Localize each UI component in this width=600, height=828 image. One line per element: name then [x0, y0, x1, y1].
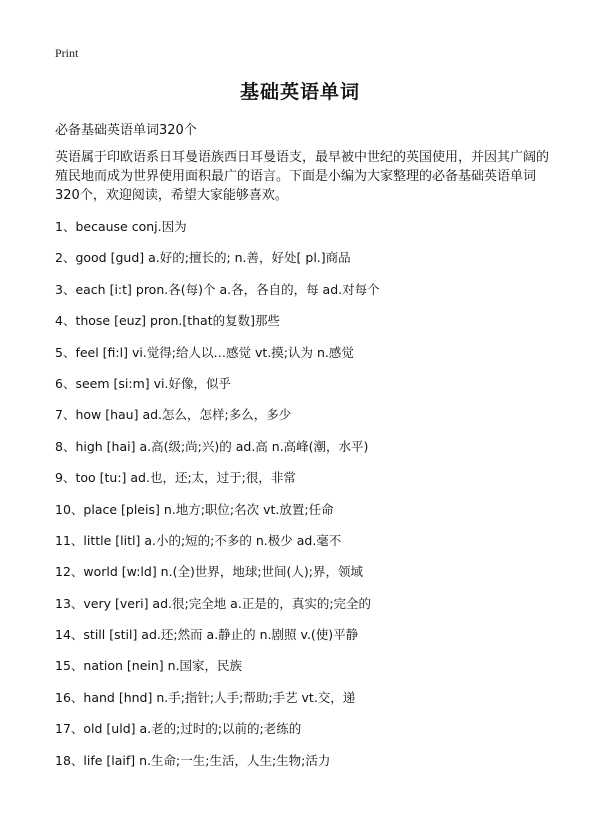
- word-entry: 4、those [euz] pron.[that的复数]那些: [55, 313, 280, 329]
- word-entry: 16、hand [hnd] n.手;指针;人手;帮助;手艺 vt.交，递: [55, 689, 356, 705]
- word-entry: 17、old [uld] a.老的;过时的;以前的;老练的: [55, 721, 302, 737]
- word-entry: 7、how [hau] ad.怎么，怎样;多么，多少: [55, 407, 292, 423]
- word-entry: 14、still [stil] ad.还;然而 a.静止的 n.剧照 v.(使)平静: [55, 627, 359, 643]
- word-entry: 2、good [gud] a.好的;擅长的; n.善，好处[ pl.]商品: [55, 250, 351, 266]
- word-entry: 13、very [veri] ad.很;完全地 a.正是的，真实的;完全的: [55, 595, 372, 611]
- word-entry: 9、too [tu:] ad.也，还;太，过于;很，非常: [55, 470, 296, 486]
- word-entry: 15、nation [nein] n.国家，民族: [55, 658, 243, 674]
- intro-paragraph: 英语属于印欧语系日耳曼语族西日耳曼语支，最早被中世纪的英国使用，并因其广阔的殖民地而成为世界使用面积最广的语言。下面是小编为大家整理的必备基础英语单词320个，欢迎阅读，希望大家能够喜欢。: [55, 150, 550, 203]
- word-list: [55, 218, 575, 783]
- word-entry: 8、high [hai] a.高(级;尚;兴)的 ad.高 n.高峰(潮，水平): [55, 438, 369, 454]
- page-title: 基础英语单词: [239, 81, 360, 103]
- word-entry: 3、each [i:t] pron.各(每)个 a.各，各自的，每 ad.对每个: [55, 281, 380, 297]
- word-entry: 11、little [litl] a.小的;短的;不多的 n.极少 ad.毫不: [55, 532, 342, 548]
- word-entry: 6、seem [si:m] vi.好像，似乎: [55, 375, 231, 391]
- page-subtitle: 必备基础英语单词320个: [55, 123, 197, 138]
- print-link[interactable]: Print: [55, 46, 79, 60]
- word-entry: 1、because conj.因为: [55, 219, 187, 234]
- word-entry: 5、feel [fi:l] vi.觉得;给人以…感觉 vt.摸;认为 n.感觉: [55, 344, 354, 360]
- word-entry: 10、place [pleis] n.地方;职位;名次 vt.放置;任命: [55, 501, 334, 517]
- word-entry: 12、world [w:ld] n.(全)世界，地球;世间(人);界，领域: [55, 564, 364, 580]
- word-entry: 18、life [laif] n.生命;一生;生活，人生;生物;活力: [55, 752, 331, 768]
